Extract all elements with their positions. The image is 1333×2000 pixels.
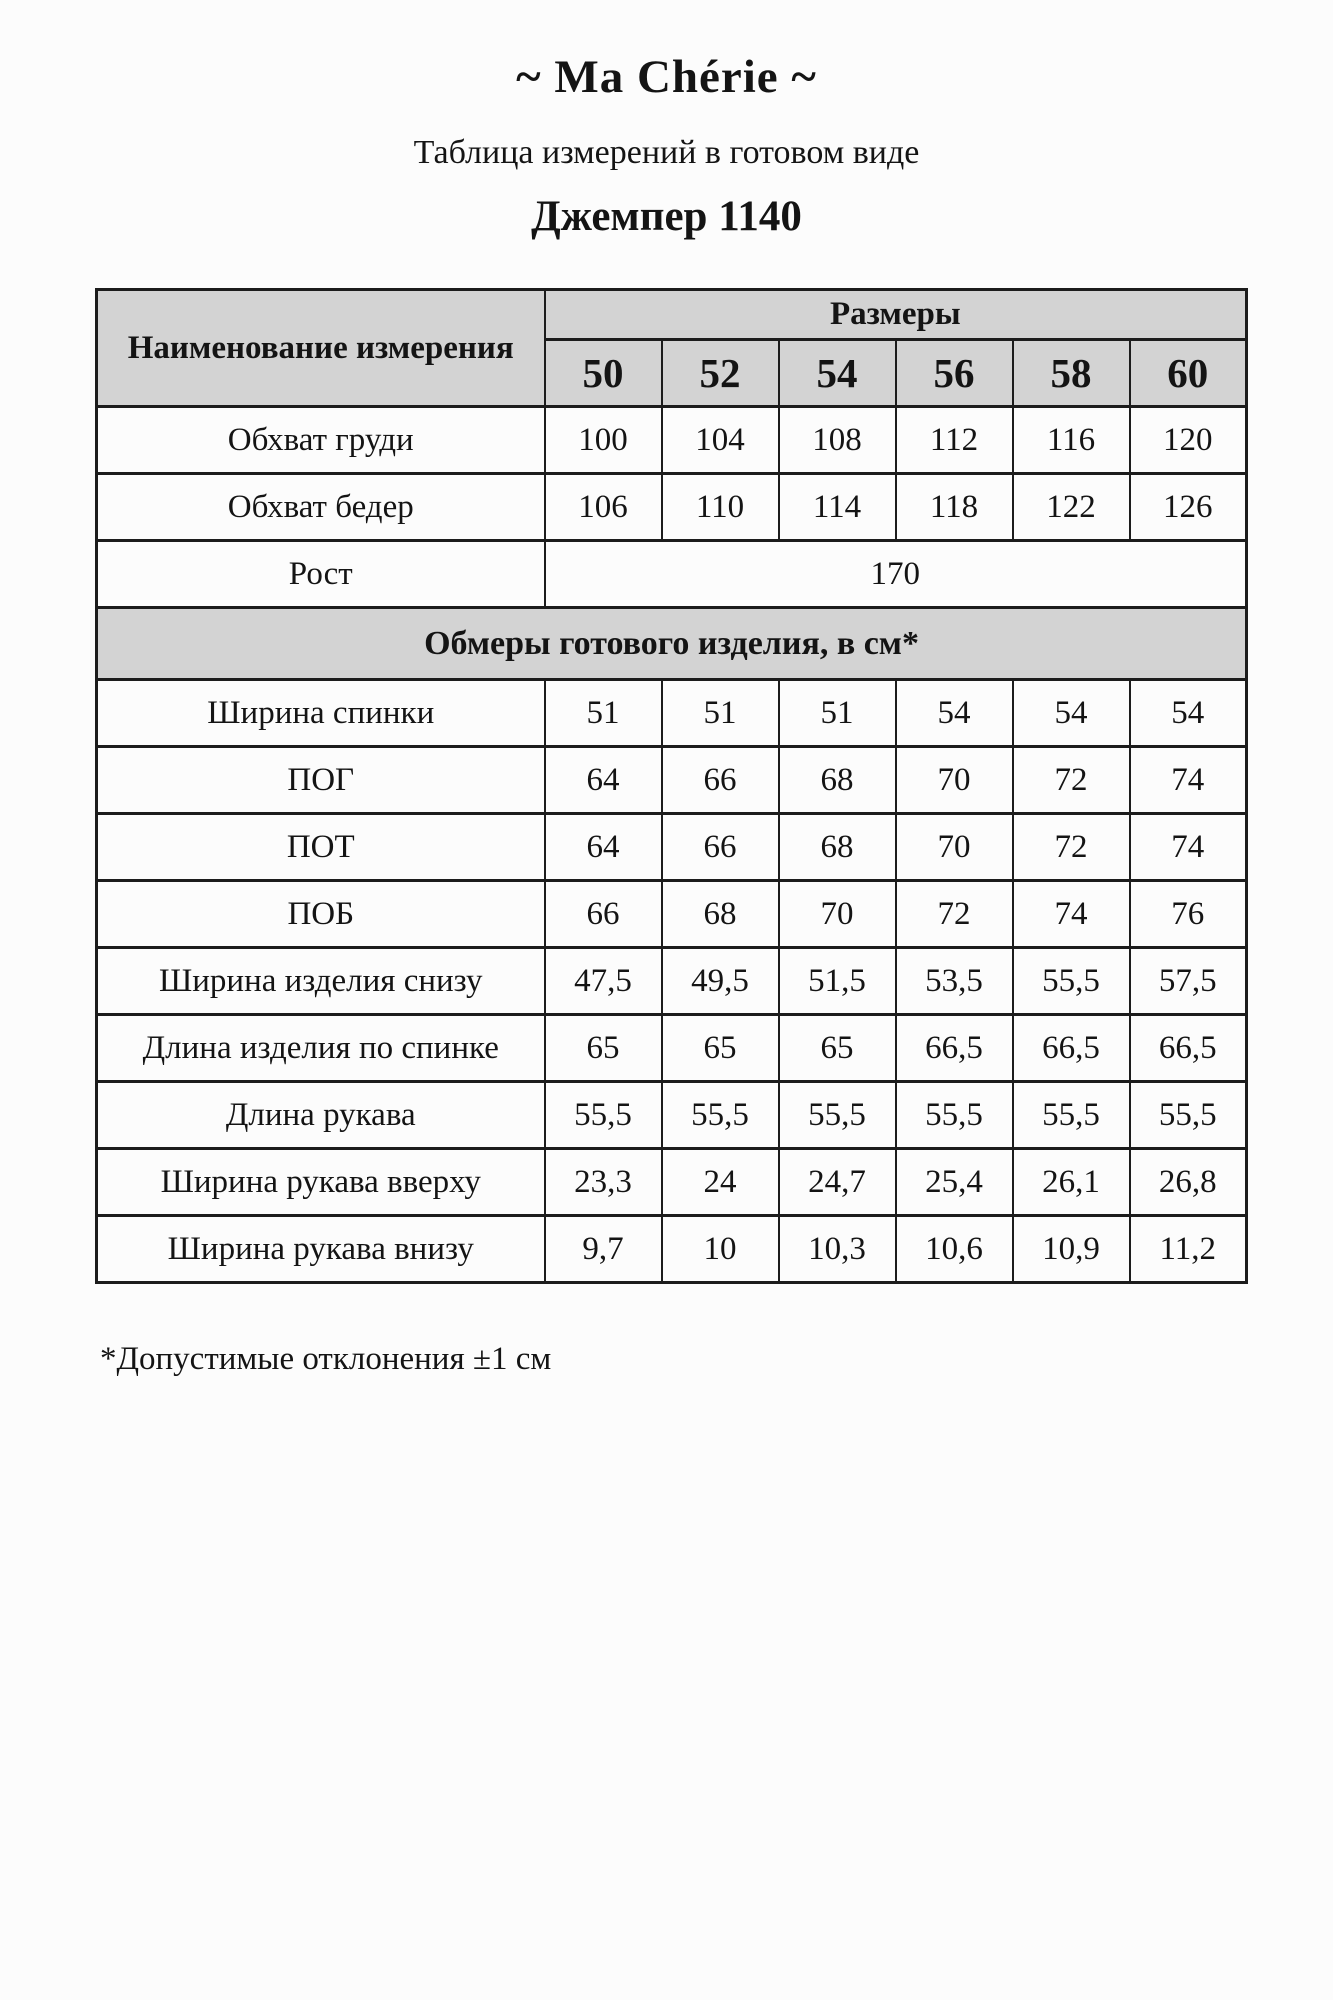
- measurement-value: 68: [779, 814, 896, 881]
- measurement-value: 112: [896, 407, 1013, 474]
- measurement-value: 10,3: [779, 1216, 896, 1283]
- measurement-label: Ширина рукава вверху: [97, 1149, 545, 1216]
- measurement-value: 76: [1130, 881, 1247, 948]
- measurement-value: 66,5: [896, 1015, 1013, 1082]
- measurement-value: 11,2: [1130, 1216, 1247, 1283]
- measurement-value: 72: [1013, 747, 1130, 814]
- sheet-subtitle: Таблица измерений в готовом виде: [413, 134, 920, 171]
- measurement-value: 66,5: [1130, 1015, 1247, 1082]
- measurement-value: 47,5: [545, 948, 662, 1015]
- tolerance-footnote: *Допустимые отклонения ±1 см: [100, 1341, 552, 1377]
- measurement-value: 49,5: [662, 948, 779, 1015]
- measurement-label: Ширина спинки: [97, 680, 545, 747]
- table-row: [97, 1015, 1247, 1082]
- measurement-value: 100: [545, 407, 662, 474]
- measurement-value: 54: [1013, 680, 1130, 747]
- measurement-label: Обхват бедер: [97, 474, 545, 541]
- size-column-header: 50: [545, 340, 662, 407]
- measurement-value: 55,5: [1013, 948, 1130, 1015]
- product-title: Джемпер 1140: [531, 193, 802, 240]
- measurement-value: 10: [662, 1216, 779, 1283]
- measurement-value: 54: [896, 680, 1013, 747]
- measurement-value: 64: [545, 747, 662, 814]
- brand-title: ~ Ma Chérie ~: [516, 51, 817, 103]
- measurement-label: ПОБ: [97, 881, 545, 948]
- measurement-value: 51: [779, 680, 896, 747]
- measurement-value: 55,5: [779, 1082, 896, 1149]
- measurement-value: 110: [662, 474, 779, 541]
- measurement-value: 51: [662, 680, 779, 747]
- measurement-value: 51: [545, 680, 662, 747]
- measurement-value: 10,6: [896, 1216, 1013, 1283]
- measurement-value: 55,5: [896, 1082, 1013, 1149]
- measurement-value: 55,5: [545, 1082, 662, 1149]
- measurement-value: 66: [545, 881, 662, 948]
- measurement-value: 24,7: [779, 1149, 896, 1216]
- table-row: [97, 1082, 1247, 1149]
- section-header-row: [97, 608, 1247, 680]
- measurement-value: 72: [1013, 814, 1130, 881]
- measurement-value: 24: [662, 1149, 779, 1216]
- measurement-name-header: Наименование измерения: [97, 290, 545, 407]
- measurement-value: 66,5: [1013, 1015, 1130, 1082]
- measurement-value: 122: [1013, 474, 1130, 541]
- measurement-value: 70: [779, 881, 896, 948]
- measurement-value: 72: [896, 881, 1013, 948]
- measurement-value: 70: [896, 747, 1013, 814]
- measurement-label: Обхват груди: [97, 407, 545, 474]
- measurement-value: 25,4: [896, 1149, 1013, 1216]
- table-row: [97, 1149, 1247, 1216]
- table-row: [97, 948, 1247, 1015]
- measurement-value: 55,5: [662, 1082, 779, 1149]
- measurement-value: 68: [662, 881, 779, 948]
- measurement-value: 23,3: [545, 1149, 662, 1216]
- measurement-value: 118: [896, 474, 1013, 541]
- measurement-value: 57,5: [1130, 948, 1247, 1015]
- header-row: [97, 290, 1247, 340]
- section-header: Обмеры готового изделия, в см*: [97, 608, 1247, 680]
- size-column-header: 52: [662, 340, 779, 407]
- measurement-label: Рост: [97, 541, 545, 608]
- measurement-value: 106: [545, 474, 662, 541]
- table-row: [97, 407, 1247, 474]
- measurement-label: ПОГ: [97, 747, 545, 814]
- measurement-value: 55,5: [1013, 1082, 1130, 1149]
- measurement-value: 104: [662, 407, 779, 474]
- measurement-value: 65: [779, 1015, 896, 1082]
- measurement-value: 65: [662, 1015, 779, 1082]
- size-column-header: 60: [1130, 340, 1247, 407]
- measurement-value: 55,5: [1130, 1082, 1247, 1149]
- measurement-value: 54: [1130, 680, 1247, 747]
- measurement-value: 116: [1013, 407, 1130, 474]
- table-row: [97, 747, 1247, 814]
- measurement-value: 70: [896, 814, 1013, 881]
- measurement-value: 26,1: [1013, 1149, 1130, 1216]
- measurement-value: 9,7: [545, 1216, 662, 1283]
- measurement-value: 74: [1130, 814, 1247, 881]
- measurement-label: ПОТ: [97, 814, 545, 881]
- measurement-value: 66: [662, 747, 779, 814]
- measurement-label: Длина изделия по спинке: [97, 1015, 545, 1082]
- measurement-value: 51,5: [779, 948, 896, 1015]
- size-table-body: [97, 290, 1247, 1283]
- size-column-header: 56: [896, 340, 1013, 407]
- measurement-value: 53,5: [896, 948, 1013, 1015]
- measurement-value: 64: [545, 814, 662, 881]
- measurement-value: 74: [1013, 881, 1130, 948]
- measurement-value: 10,9: [1013, 1216, 1130, 1283]
- measurement-label: Длина рукава: [97, 1082, 545, 1149]
- measurement-value: 126: [1130, 474, 1247, 541]
- table-row: [97, 541, 1247, 608]
- measurement-value: 120: [1130, 407, 1247, 474]
- table-row: [97, 1216, 1247, 1283]
- measurement-value: 74: [1130, 747, 1247, 814]
- measurement-value: 108: [779, 407, 896, 474]
- measurement-value: 68: [779, 747, 896, 814]
- table-row: [97, 474, 1247, 541]
- measurement-value: 66: [662, 814, 779, 881]
- measurement-value: 65: [545, 1015, 662, 1082]
- measurement-value: 114: [779, 474, 896, 541]
- table-row: [97, 814, 1247, 881]
- size-table: [95, 288, 1248, 1284]
- sizes-header: Размеры: [545, 290, 1247, 340]
- measurement-label: Ширина изделия снизу: [97, 948, 545, 1015]
- measurement-value-merged: 170: [545, 541, 1247, 608]
- measurement-value: 26,8: [1130, 1149, 1247, 1216]
- table-row: [97, 680, 1247, 747]
- size-column-header: 54: [779, 340, 896, 407]
- size-column-header: 58: [1013, 340, 1130, 407]
- table-row: [97, 881, 1247, 948]
- measurement-label: Ширина рукава внизу: [97, 1216, 545, 1283]
